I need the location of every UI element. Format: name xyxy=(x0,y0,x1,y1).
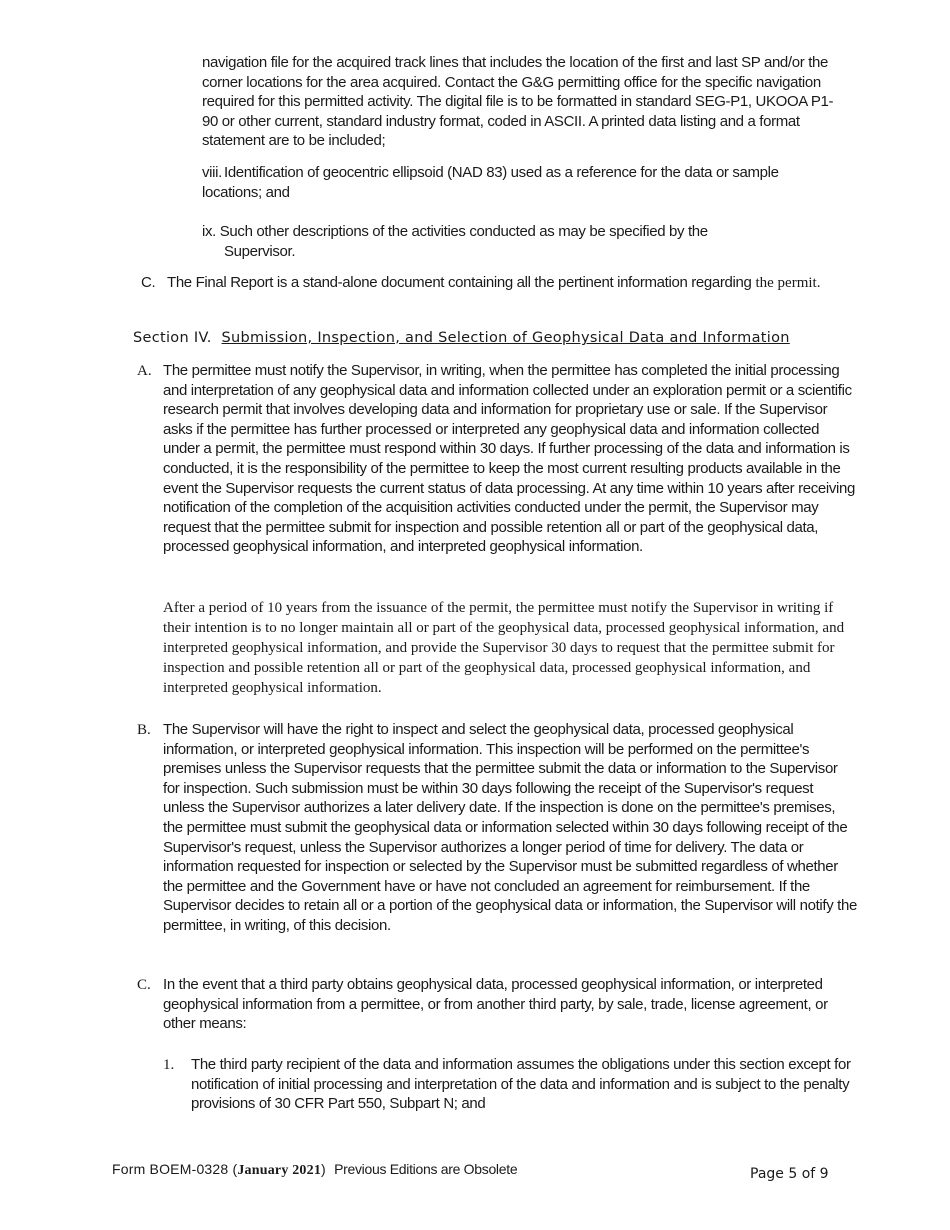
section-label: Section IV. xyxy=(133,330,212,346)
list-marker: ix. xyxy=(202,223,216,240)
final-report-tail: the permit. xyxy=(755,275,821,291)
paragraph-c: In the event that a third party obtains geophysical data, processed geophysical information, or interpreted geophysical information from a permittee, or from another third party, by sale, trade, license agreement, or other means: xyxy=(163,976,828,1033)
obsolete-note: Previous Editions are Obsolete xyxy=(334,1161,518,1177)
form-close: ) xyxy=(321,1161,326,1177)
section-title: Submission, Inspection, and Selection of Geophysical Data and Information xyxy=(221,330,790,346)
list-item-viii xyxy=(202,163,842,202)
paragraph-a-ten-year: After a period of 10 years from the issuance of the permit, the permittee must notify the Supervisor in writing if their intention is to no longer maintain all or part of the geophysical data, processed geophysical information, and interpreted geophysical information, and provide the Supervisor 30 days to request that the permittee submit for inspection and possible retention all or part of the geophysical data, processed geophysical information, and interpreted geophysical information. xyxy=(163,600,845,696)
list-marker: C. xyxy=(141,274,156,291)
final-report-text: The Final Report is a stand-alone document containing all the pertinent information regarding xyxy=(167,274,752,291)
paragraph-marker-c: C. xyxy=(137,977,151,993)
list-item-text: Identification of geocentric ellipsoid (NAD 83) used as a reference for the data or sample locations; and xyxy=(202,164,779,201)
section-heading xyxy=(133,330,853,346)
list-item-ix xyxy=(202,222,762,261)
form-number: Form BOEM-0328 ( xyxy=(112,1161,238,1177)
paragraph-a: The permittee must notify the Supervisor, in writing, when the permittee has completed the initial processing and interpretation of any geophysical data and information collected under an exploration permit or a scientific research permit that involves developing data and information for proprietary use or sale. If the Supervisor asks if the permittee has further processed or interpreted any geophysical data and information collected under a permit, the permittee must respond within 30 days. If further processing of the data and information is conducted, it is the responsibility of the permittee to keep the most current resulting products available in the event the Supervisor requests the current status of data processing. At any time within 10 years after receiving notification of the completion of the acquisition activities conducted under the permit, the Supervisor may request that the permittee submit for inspection and possible retention all or part of the geophysical data, processed geophysical information, and interpreted geophysical information. xyxy=(163,362,856,556)
paragraph-b: The Supervisor will have the right to inspect and select the geophysical data, processed geophysical information, or interpreted geophysical information. This inspection will be performed on the permittee's premises unless the Supervisor requests that the permittee submit the data or information to the Supervisor for inspection. Such submission must be within 30 days following the receipt of the Supervisor's request unless the Supervisor authorizes a later delivery date. If the inspection is done on the permittee's premises, the permittee must submit the geophysical data or information selected within 30 days following receipt of the Supervisor's request, unless the Supervisor authorizes a longer period of time for delivery. The data or information requested for inspection or selected by the Supervisor must be submitted regardless of whether the permittee and the Government have or have not concluded an agreement for reimbursement. If the Supervisor decides to retain all or a portion of the geophysical data or information, the Supervisor will notify the permittee, in writing, of this decision. xyxy=(163,721,857,934)
list-item-text: Such other descriptions of the activities conducted as may be specified by the Supervisor. xyxy=(219,223,708,260)
list-marker: viii. xyxy=(202,164,222,181)
page-number: Page 5 of 9 xyxy=(750,1166,829,1182)
form-footer xyxy=(112,1161,517,1179)
paragraph-marker-b: B. xyxy=(137,722,151,738)
final-report-item xyxy=(141,273,881,293)
form-date: January 2021 xyxy=(237,1163,322,1178)
sub-item-1: The third party recipient of the data and information assumes the obligations under this section except for notification of initial processing and interpretation of the data and information and is subject to the penalty provisions of 30 CFR Part 550, Subpart N; and xyxy=(191,1056,851,1113)
paragraph-marker-a: A. xyxy=(137,363,152,379)
sub-item-marker-1: 1. xyxy=(163,1057,175,1073)
navigation-file-paragraph: navigation file for the acquired track lines that includes the location of the first and last SP and/or the corner locations for the area acquired. Contact the G&G permitting office for the specific navigation required for this permitted activity. The digital file is to be formatted in standard SEG-P1, UKOOA P1-90 or other current, standard industry format, coded in ASCII. A printed data listing and a format statement are to be included; xyxy=(202,54,834,150)
